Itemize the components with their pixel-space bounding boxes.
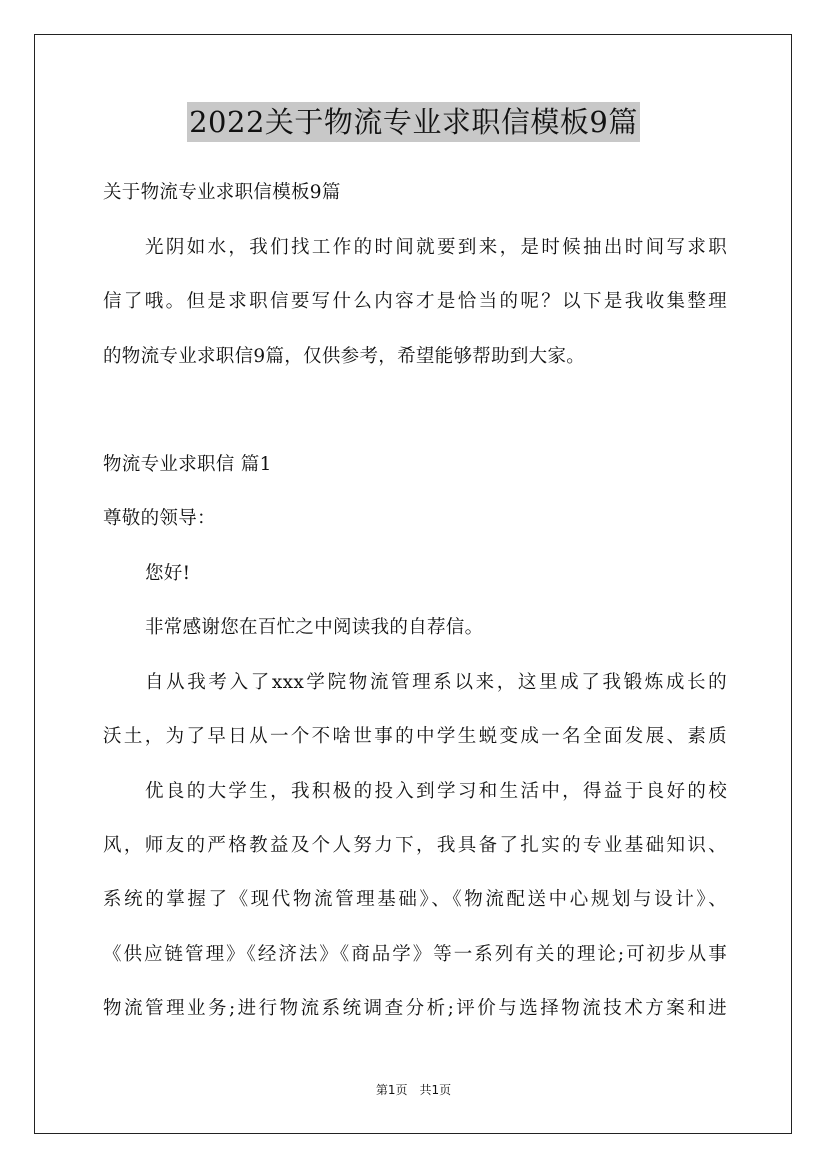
salutation: 尊敬的领导： (103, 508, 216, 529)
subtitle-line: 关于物流专业求职信模板9篇 (103, 182, 341, 203)
document-title: 2022关于物流专业求职信模板9篇 (187, 102, 640, 142)
section-heading: 物流专业求职信 篇1 (103, 454, 272, 475)
title-container (0, 102, 827, 142)
paragraph-line: 物流管理业务;进行物流系统调查分析;评价与选择物流技术方案和进 (103, 998, 727, 1019)
paragraph-line: 光阴如水，我们找工作的时间就要到来，是时候抽出时间写求职 (145, 237, 727, 258)
paragraph-line: 沃土，为了早日从一个不啥世事的中学生蜕变成一名全面发展、素质 (103, 726, 727, 747)
paragraph-line: 非常感谢您在百忙之中阅读我的自荐信。 (145, 617, 484, 638)
paragraph-line: 风，师友的严格教益及个人努力下，我具备了扎实的专业基础知识、 (103, 835, 727, 856)
paragraph-line: 系统的掌握了《现代物流管理基础》、《物流配送中心规划与设计》、 (103, 889, 727, 910)
paragraph-line: 信了哦。但是求职信要写什么内容才是恰当的呢？以下是我收集整理 (103, 291, 727, 312)
page-footer: 第1页 共1页 (375, 1083, 452, 1097)
paragraph-line: 《供应链管理》《经济法》《商品学》等一系列有关的理论;可初步从事 (103, 944, 727, 965)
paragraph-line: 自从我考入了xxx学院物流管理系以来，这里成了我锻炼成长的 (145, 672, 727, 693)
paragraph-line: 的物流专业求职信9篇，仅供参考，希望能够帮助到大家。 (103, 346, 586, 367)
greeting: 您好! (145, 563, 191, 584)
paragraph-line: 优良的大学生，我积极的投入到学习和生活中，得益于良好的校 (145, 781, 727, 802)
